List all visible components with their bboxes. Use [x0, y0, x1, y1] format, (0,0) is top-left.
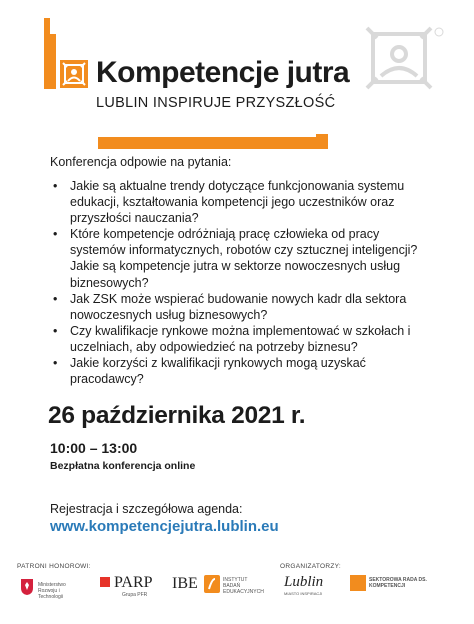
lublin-sub: MIASTO INSPIRACJI	[284, 591, 323, 596]
registration-label: Rejestracja i szczegółowa agenda:	[50, 502, 243, 516]
intro-text: Konferencja odpowie na pytania:	[50, 155, 232, 169]
event-date: 26 października 2021 r.	[48, 402, 306, 429]
lublin-logo	[284, 574, 323, 597]
ministry-logo: Ministerstwo Rozwoju i Technologii	[38, 582, 66, 600]
ibe-icon	[204, 575, 220, 593]
page-title: Kompetencje jutra	[96, 56, 350, 89]
council-icon	[350, 575, 366, 591]
council-logo: SEKTOROWA RADA DS. KOMPETENCJI	[369, 577, 427, 589]
ibe-sub: INSTYTUT BADAŃ EDUKACYJNYCH	[223, 577, 264, 595]
page-subtitle: LUBLIN INSPIRUJE PRZYSZŁOŚĆ	[96, 95, 336, 111]
parp-name: PARP	[114, 574, 153, 591]
patrons-label: PATRONI HONOROWI:	[17, 563, 91, 570]
ibe-logo: IBE	[172, 575, 198, 592]
orange-bracket-top-left	[44, 34, 56, 89]
orange-bracket-bottom-right	[316, 134, 328, 149]
registration-link[interactable]: www.kompetencjejutra.lublin.eu	[50, 518, 279, 535]
event-note: Bezpłatna konferencja online	[50, 460, 196, 472]
list-item: • Jakie korzyści z kwalifikacji rynkowych mogą uzyskać pracodawcy?	[50, 355, 435, 387]
kompetencje-logo-icon	[60, 60, 88, 88]
parp-sub: Grupa PFR	[122, 592, 148, 598]
question-list	[50, 178, 435, 387]
poland-eagle-icon	[20, 578, 34, 596]
organizers-label: ORGANIZATORZY:	[280, 563, 342, 570]
parp-logo	[100, 574, 153, 598]
list-item: • Jak ZSK może wspierać budowanie nowych kadr dla sektora nowoczesnych usług biznesowych?	[50, 291, 435, 323]
list-item: • Które kompetencje odróżniają pracę człowieka od pracy systemów informatycznych, robotów czy sztucznej inteligencji? Jakie są kompetencje jutra w sektorze nowoczesnych usług biznesowych?	[50, 226, 435, 290]
ghost-logo-icon	[365, 24, 445, 96]
list-item: • Czy kwalifikacje rynkowe można implementować w szkołach i uczelniach, aby odpowiedzieć na potrzeby biznesu?	[50, 323, 435, 355]
list-item: • Jakie są aktualne trendy dotyczące funkcjonowania systemu edukacji, kształtowania kompetencji jego uczestników oraz przyszłości nauczania?	[50, 178, 435, 226]
event-time: 10:00 – 13:00	[50, 440, 138, 456]
lublin-name: Lublin	[284, 574, 324, 590]
